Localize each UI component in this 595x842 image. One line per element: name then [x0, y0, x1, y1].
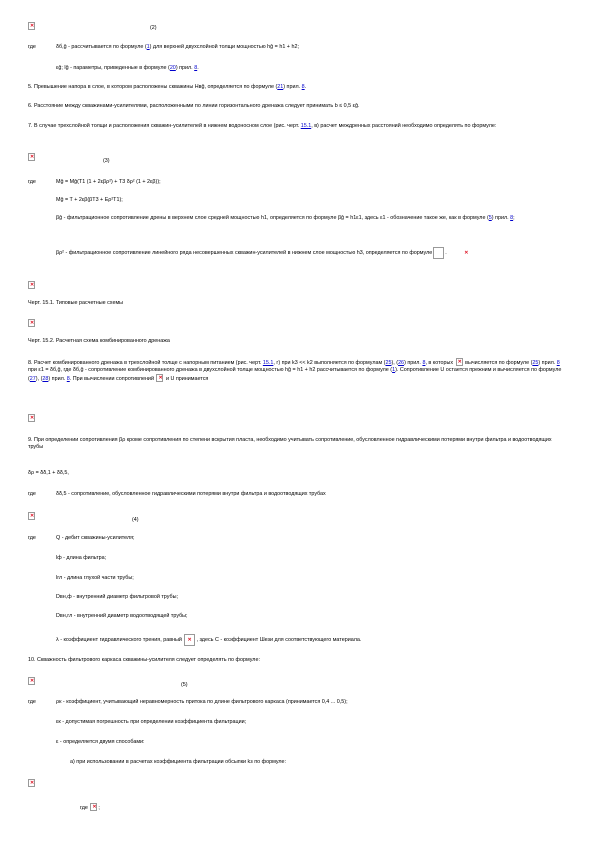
- formula-link[interactable]: 1: [146, 44, 150, 50]
- definition-line: ρк - коэффициент, учитывающий неравномерность притока по длине фильтрового каркаса (принимается 0,4 ... 0,5);: [56, 699, 348, 705]
- appendix-link[interactable]: 8: [510, 215, 514, 221]
- appendix-link[interactable]: 8: [556, 360, 560, 366]
- formula-number: (5): [181, 682, 188, 688]
- where-label: где: [28, 535, 36, 541]
- formula-image: [28, 677, 35, 685]
- definition-paragraph: βρ² - фильтрационное сопротивление линейного ряда несовершенных скважин-усилителей в нижнем слое мощностью h3, определяется по формуле✕ .: [28, 247, 563, 259]
- formula-link[interactable]: 27: [29, 376, 36, 382]
- inline-formula-image: [456, 358, 463, 366]
- where-label: где: [28, 491, 36, 497]
- appendix-link[interactable]: 8: [66, 376, 70, 382]
- formula-line: δρ = δδ,1 + δδ,5,: [28, 470, 69, 476]
- where-label: где: [28, 699, 36, 705]
- formula-image: [28, 153, 35, 161]
- where-label: где: [28, 179, 36, 185]
- definition-line: λ - коэффициент гидравлического трения, равный ✕, здесь С - коэффициент Шези для соответствующего материала.: [56, 634, 361, 646]
- paragraph-7: 7. В случае трехслойной толщи и расположения скважин-усилителей в нижнем водоносном слое (рис. черт. 15.1, в) расчет междренных расстояний необходимо определять по формуле:: [28, 123, 497, 129]
- definition-line: ε - определяется двумя способами:: [56, 739, 145, 745]
- appendix-link[interactable]: 8: [194, 65, 198, 71]
- definition-line: εĝ; lĝ - параметры, приведенные в формуле (20) прил. 8.: [56, 65, 199, 71]
- drawing-caption: Черт. 15.2. Расчетная схема комбинированного дренажа: [28, 338, 170, 344]
- formula-image: [28, 779, 35, 787]
- definition-line: Q - дебит скважины-усилителя;: [56, 535, 135, 541]
- formula-link[interactable]: 28: [42, 376, 49, 382]
- formula-number: (4): [132, 517, 139, 523]
- drawing-image: [28, 281, 35, 289]
- paragraph-8: 8. Расчет комбинированного дренажа в трехслойной толще с напорным питанием (рис. черт. 15.1, г) при k3 << k2 выполняется по формулам (25), (26) прил. 8, в которых ✕ вычисляется по формуле (25) прил. 8 при ε1 = δб,ĝ, где δб,ĝ - сопротивление комбинированного дренажа в двухслойной толще мощностью hĝ = h1 + h2 рассчитывается по формуле (1). Сопротивление U остается прежним и вычисляется по формуле (27), (28) прил. 8. При вычислении сопротивлений ✕ и U принимается: [28, 358, 563, 383]
- formula-image: [28, 414, 35, 422]
- formula-link[interactable]: 21: [277, 84, 284, 90]
- formula-link[interactable]: 25: [385, 360, 392, 366]
- inline-formula-image: [90, 803, 97, 811]
- formula-image: [28, 512, 35, 520]
- definition-line: lгл - длина глухой части трубы;: [56, 575, 134, 581]
- appendix-link[interactable]: 8: [301, 84, 305, 90]
- formula-link[interactable]: 26: [398, 360, 405, 366]
- formula-link[interactable]: 1: [392, 367, 396, 373]
- where-label: где: [80, 805, 88, 811]
- definition-line: δδ,5 - сопротивление, обусловленное гидравлическими потерями внутри фильтра и водоотводящих трубах: [56, 491, 326, 497]
- where-line: где ✕ ;: [80, 803, 100, 812]
- inline-formula-image: [156, 374, 163, 382]
- definition-line: Dвн,гл - внутренний диаметр водоотводящей трубы;: [56, 613, 188, 619]
- formula-number: (2): [150, 25, 157, 31]
- paragraph-6: 6. Расстояние между скважинами-усилителями, расположенными по линии горизонтального дренажа следует принимать b ≤ 0,5 εĝ.: [28, 103, 360, 109]
- drawing-link[interactable]: 15.1: [300, 123, 312, 129]
- inline-formula-image: [184, 634, 195, 646]
- drawing-image: [28, 319, 35, 327]
- definition-line: Мĝ = T + 2εβ(βT3 + Eρ²T1);: [56, 197, 123, 203]
- definition-line: lф - длина фильтра;: [56, 555, 107, 561]
- definition-line: Dвн,ф - внутренний диаметр фильтровой трубы;: [56, 594, 178, 600]
- definition-paragraph: βĝ - фильтрационное сопротивление дрены в верхнем слое средней мощностью h1, определяется по формуле βĝ = h1ε1, здесь ε1 - обозначение такое же, как в формуле (5) прил. 8;: [56, 215, 515, 221]
- drawing-caption: Черт. 15.1. Типовые расчетные схемы: [28, 300, 124, 306]
- drawing-link[interactable]: 15.1: [262, 360, 274, 366]
- appendix-link[interactable]: 8: [422, 360, 426, 366]
- paragraph-10: 10. Скважность фильтрового каркаса скважины-усилителя следует определять по формуле:: [28, 657, 260, 663]
- definition-line: Мĝ = Мĝ(Т1 (1 + 2εβρ²) + T3 δρ² (1 + 2εβ));: [56, 179, 161, 185]
- paragraph-5: 5. Превышение напора в слое, в котором расположены скважины Hвĝ, определяется по формуле (21) прил. 8.: [28, 84, 307, 90]
- formula-number: (3): [103, 158, 110, 164]
- formula-link[interactable]: 20: [169, 65, 176, 71]
- definition-line: εк - допустимая погрешность при определении коэффициента фильтрации;: [56, 719, 247, 725]
- definition-line: а) при использовании в расчетах коэффициента фильтрации обсыпки kз по формуле:: [70, 759, 287, 765]
- where-label: где: [28, 44, 36, 50]
- inline-formula-image: [433, 247, 444, 259]
- paragraph-9: 9. При определении сопротивления βρ кроме сопротивления по степени вскрытия пласта, необходимо учитывать сопротивление, обусловленное гидравлическими потерями внутри фильтра и водоотводящих трубы: [28, 437, 552, 450]
- formula-link[interactable]: 25: [532, 360, 539, 366]
- formula-image: [28, 22, 35, 30]
- definition-text: βρ² - фильтрационное сопротивление линейного ряда несовершенных скважин-усилителей в нижнем слое мощностью h3, определяется по формуле: [56, 250, 433, 256]
- definition-line: δб,ĝ - рассчитывается по формуле (1) для верхней двухслойной толщи мощностью hĝ = h1 + h2;: [56, 44, 299, 50]
- formula-link[interactable]: 5: [488, 215, 492, 221]
